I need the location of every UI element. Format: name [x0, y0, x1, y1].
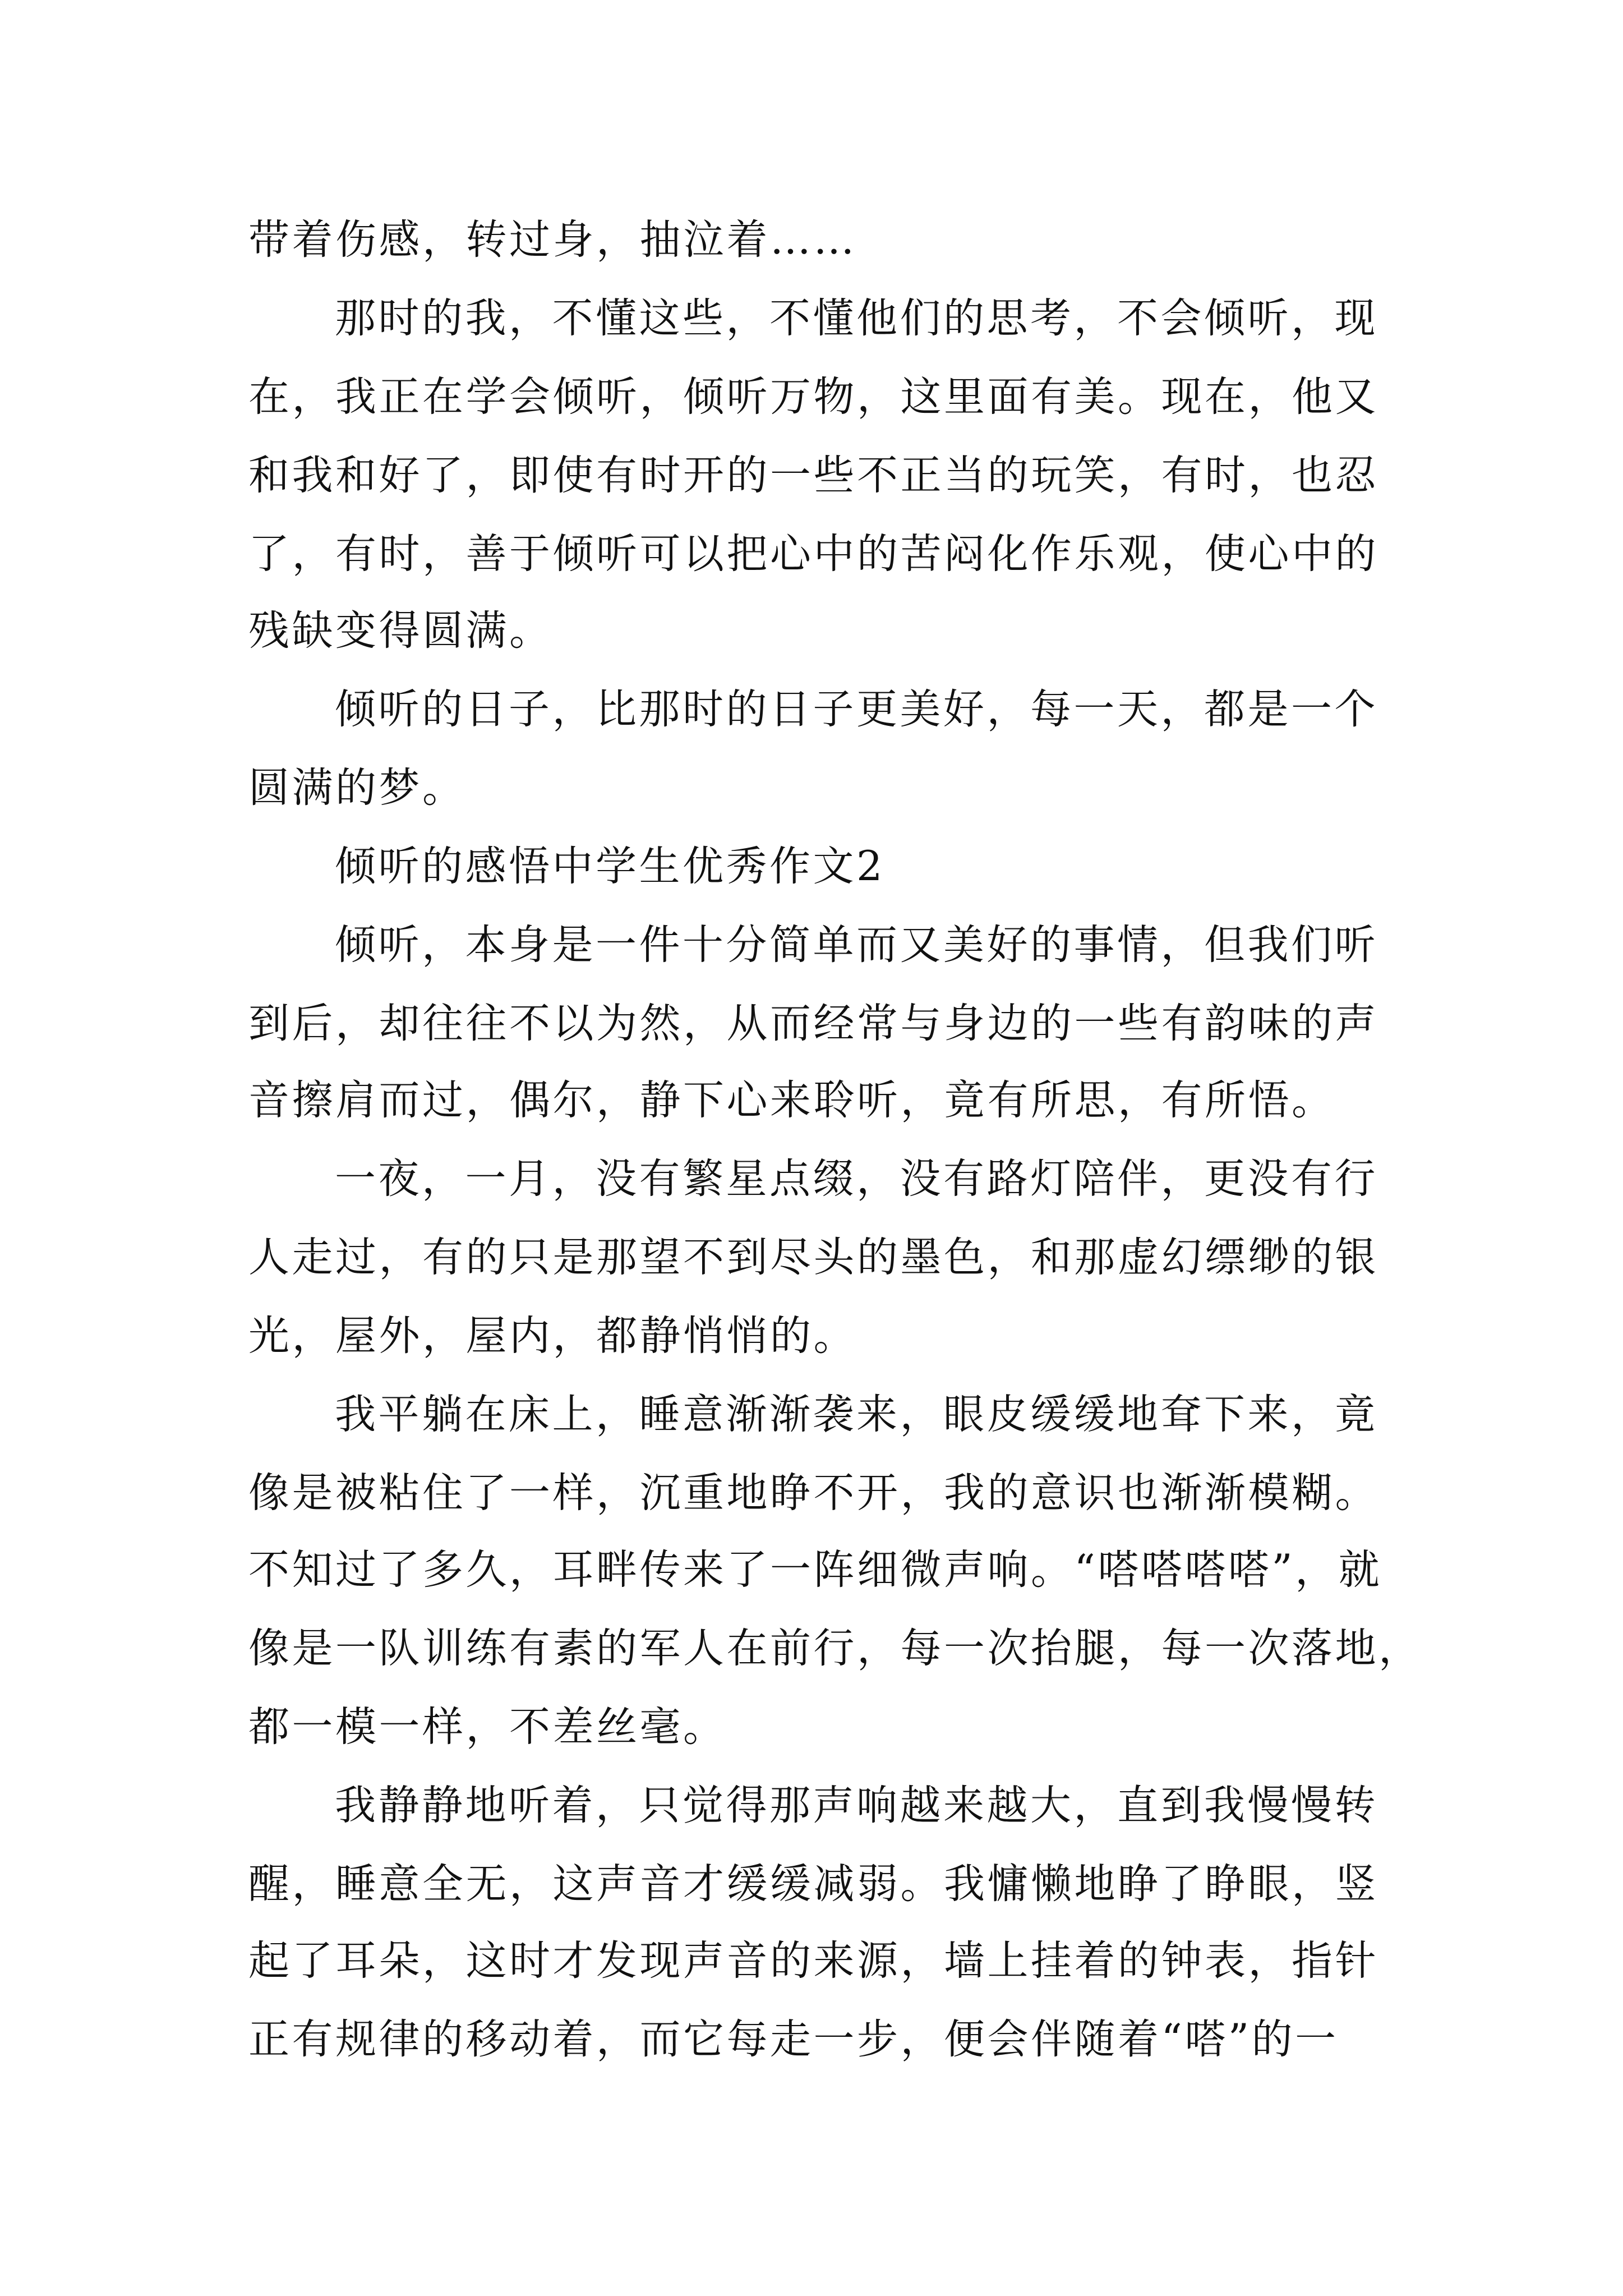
text-line: 起了耳朵，这时才发现声音的来源，墙上挂着的钟表，指针 [248, 1937, 1378, 1985]
text-line: 音擦肩而过，偶尔，静下心来聆听，竟有所思，有所悟。 [248, 1076, 1335, 1124]
text-line: 了，有时，善于倾听可以把心中的苦闷化作乐观，使心中的 [248, 530, 1378, 578]
paragraph-start: 我平躺在床上，睡意渐渐袭来，眼皮缓缓地耷下来，竟 [335, 1391, 1378, 1438]
text-line: 像是一队训练有素的军人在前行，每一次抬腿，每一次落地， [248, 1625, 1422, 1672]
section-heading: 倾听的感悟中学生优秀作文2 [335, 843, 885, 890]
text-line: 圆满的梦。 [248, 764, 466, 812]
text-line: 人走过，有的只是那望不到尽头的墨色，和那虚幻缥缈的银 [248, 1234, 1378, 1281]
paragraph-start: 一夜，一月，没有繁星点缀，没有路灯陪伴，更没有行 [335, 1155, 1378, 1203]
text-line: 不知过了多久，耳畔传来了一阵细微声响。“嗒嗒嗒嗒”，就 [248, 1546, 1382, 1594]
paragraph-start: 倾听，本身是一件十分简单而又美好的事情，但我们听 [335, 921, 1378, 969]
text-line: 光，屋外，屋内，都静悄悄的。 [248, 1312, 857, 1360]
text-line: 像是被粘住了一样，沉重地睁不开，我的意识也渐渐模糊。 [248, 1469, 1378, 1517]
text-line: 到后，却往往不以为然，从而经常与身边的一些有韵味的声 [248, 1000, 1378, 1047]
text-line: 带着伤感，转过身，抽泣着…… [248, 216, 857, 264]
paragraph-start: 那时的我，不懂这些，不懂他们的思考，不会倾听，现 [335, 295, 1378, 342]
text-line: 都一模一样，不差丝毫。 [248, 1703, 727, 1751]
text-line: 醒，睡意全无，这声音才缓缓减弱。我慵懒地睁了睁眼，竖 [248, 1860, 1378, 1908]
text-line: 残缺变得圆满。 [248, 607, 553, 655]
text-line: 在，我正在学会倾听，倾听万物，这里面有美。现在，他又 [248, 373, 1378, 421]
text-line: 和我和好了，即使有时开的一些不正当的玩笑，有时，也忍 [248, 452, 1378, 499]
paragraph-start: 倾听的日子，比那时的日子更美好，每一天，都是一个 [335, 685, 1378, 733]
paragraph-start: 我静静地听着，只觉得那声响越来越大，直到我慢慢转 [335, 1782, 1378, 1829]
text-line: 正有规律的移动着，而它每走一步，便会伴随着“嗒”的一 [248, 2016, 1339, 2063]
